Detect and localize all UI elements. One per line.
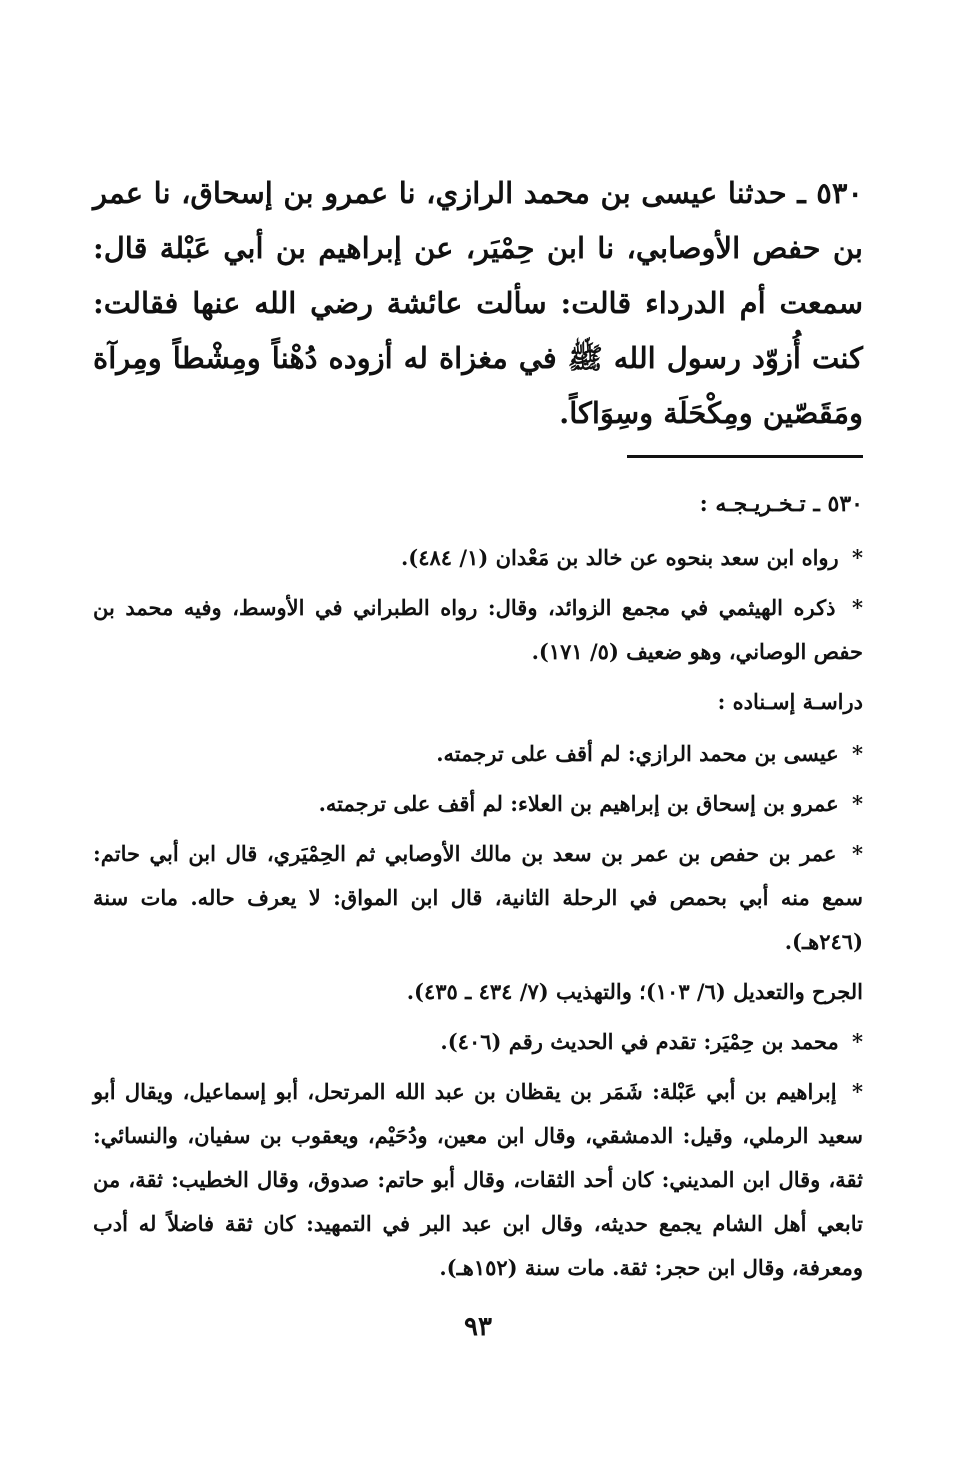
bullet-icon: *: [852, 1029, 863, 1054]
hadith-paragraph: [93, 166, 863, 441]
reference-line: الجرح والتعديل (٦/ ١٠٣)؛ والتهذيب (٧/ ٤٣٤ ـ ٤٣٥).: [406, 979, 863, 1004]
page-number: ٩٣: [464, 1312, 492, 1342]
footnote-separator: [627, 455, 863, 458]
isnad-item: * محمد بن حِمْيَر: تقدم في الحديث رقم (٤٠٦).: [440, 1029, 863, 1054]
isnad-item: * عمر بن حفص بن عمر بن سعد بن مالك الأوصابي ثم الحِمْيَري، قال ابن أبي حاتم: سمع منه أبي بحمص في الرحلة الثانية، قال ابن المواق: لا يعرف حاله. مات سنة (٢٤٦هـ).: [93, 841, 863, 954]
isnad-heading: دراسـة إسـناده :: [717, 689, 863, 714]
takhrij-heading: ٥٣٠ ـ تـخـريـجـه :: [699, 491, 863, 517]
bullet-icon: *: [852, 595, 863, 620]
takhrij-item: * ذكره الهيثمي في مجمع الزوائد، وقال: رواه الطبراني في الأوسط، وفيه محمد بن حفص الوصاني، وهو ضعيف (٥/ ١٧١).: [93, 595, 863, 664]
takhrij-item: * رواه ابن سعد بنحوه عن خالد بن مَعْدان (١/ ٤٨٤).: [400, 545, 863, 570]
hadith-number: ٥٣٠ ـ: [797, 176, 863, 210]
bullet-icon: *: [852, 1079, 864, 1104]
hadith-block: [93, 166, 863, 441]
bullet-icon: *: [852, 841, 863, 866]
hadith-text: حدثنا عيسى بن محمد الرازي، نا عمرو بن إسحاق، نا عمر بن حفص الأوصابي، نا ابن حِمْيَر، عن إبراهيم بن أبي عَبْلة قال: سمعت أم الدرداء قالت: سألت عائشة رضي الله عنها فقالت: كنت أُزوّد رسول الله ﷺ في مغزاة له أزوده دُهْناً ومِشْطاً ومِرآة ومَقَصّين ومِكْحَلَة وسِوَاكاً.: [93, 176, 863, 430]
isnad-item: * عمرو بن إسحاق بن إبراهيم بن العلاء: لم أقف على ترجمته.: [318, 791, 863, 816]
footnotes: [93, 482, 863, 1296]
isnad-item: * عيسى بن محمد الرازي: لم أقف على ترجمته.: [436, 741, 863, 766]
isnad-item: * إبراهيم بن أبي عَبْلة: شَمَر بن يقظان بن عبد الله المرتحل، أبو إسماعيل، ويقال أبو سعيد الرملي، وقيل: الدمشقي، وقال ابن معين، ودُحَيْم، ويعقوب بن سفيان، والنسائي: ثقة، وقال ابن المديني: كان أحد الثقات، وقال أبو حاتم: صدوق، وقال الخطيب: ثقة، من تابعي أهل الشام يجمع حديثه، وقال ابن عبد البر في التمهيد: كان ثقة فاضلاً له أدب ومعرفة، وقال ابن حجر: ثقة. مات سنة (١٥٢هـ).: [93, 1079, 864, 1280]
bullet-icon: *: [852, 545, 863, 570]
bullet-icon: *: [852, 791, 863, 816]
bullet-icon: *: [852, 741, 863, 766]
